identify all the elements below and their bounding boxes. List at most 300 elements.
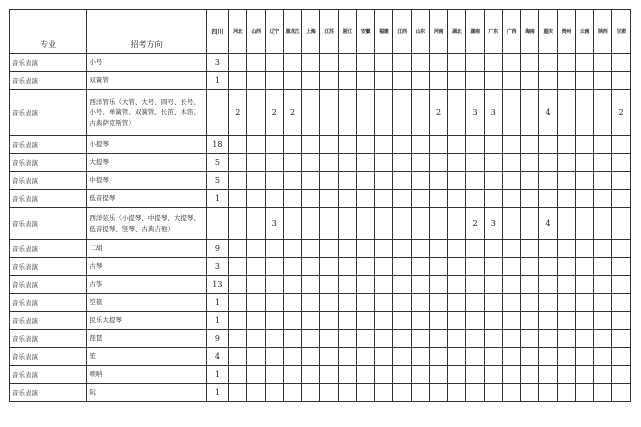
quota-cell [557,258,575,276]
quota-cell [466,348,484,366]
quota-cell [448,136,466,154]
quota-cell [206,90,229,136]
quota-cell [594,90,612,136]
quota-cell [557,294,575,312]
quota-cell [265,72,283,90]
quota-cell [411,90,429,136]
quota-cell [320,190,338,208]
direction-column-header: 招考方向 [87,10,206,54]
quota-cell [229,294,247,312]
major-cell: 音乐表演 [10,366,87,384]
quota-cell [466,172,484,190]
quota-cell [356,312,374,330]
table-row [10,90,631,136]
major-cell: 音乐表演 [10,54,87,72]
quota-cell [612,366,631,384]
table-row [10,208,631,240]
quota-cell [375,330,393,348]
quota-cell [302,366,320,384]
quota-cell: 1 [206,384,229,402]
quota-cell [466,190,484,208]
quota-cell [265,136,283,154]
quota-cell [612,154,631,172]
province-column-header: 海南 [521,10,539,54]
quota-cell [265,330,283,348]
quota-cell [411,54,429,72]
quota-cell [612,258,631,276]
quota-cell [393,72,411,90]
quota-cell [229,384,247,402]
quota-cell [229,54,247,72]
major-cell: 音乐表演 [10,312,87,330]
quota-cell [612,384,631,402]
quota-cell: 18 [206,136,229,154]
quota-cell [466,330,484,348]
quota-cell [302,54,320,72]
province-column-header: 江苏 [320,10,338,54]
quota-cell [411,348,429,366]
quota-cell [594,366,612,384]
table-row [10,190,631,208]
quota-cell: 3 [206,258,229,276]
quota-cell [320,90,338,136]
quota-cell [557,208,575,240]
quota-cell [265,154,283,172]
quota-cell [466,136,484,154]
major-cell: 音乐表演 [10,258,87,276]
quota-cell [393,208,411,240]
quota-cell [429,154,447,172]
quota-cell [612,136,631,154]
direction-cell: 西洋弦乐（小提琴、中提琴、大提琴、低音提琴、竖琴、古典吉他） [87,208,206,240]
quota-cell [539,312,557,330]
quota-cell [229,154,247,172]
quota-cell [320,172,338,190]
quota-cell [320,276,338,294]
quota-cell [265,384,283,402]
quota-cell [338,348,356,366]
quota-cell [539,330,557,348]
quota-cell [612,240,631,258]
quota-cell [502,72,520,90]
quota-cell: 4 [206,348,229,366]
quota-cell [521,366,539,384]
quota-cell [265,366,283,384]
province-column-header: 重庆 [539,10,557,54]
quota-cell: 1 [206,72,229,90]
direction-cell: 二胡 [87,240,206,258]
quota-cell [393,330,411,348]
quota-cell [612,330,631,348]
enrollment-table-sheet [9,9,631,402]
quota-cell [484,330,502,348]
quota-cell [265,172,283,190]
quota-cell [557,72,575,90]
table-row [10,136,631,154]
table-body [10,54,631,402]
province-column-header: 广西 [502,10,520,54]
quota-cell [375,312,393,330]
quota-cell [338,90,356,136]
table-row [10,72,631,90]
quota-cell [265,312,283,330]
quota-cell [575,172,593,190]
quota-cell [575,90,593,136]
quota-cell [484,240,502,258]
quota-cell [338,154,356,172]
quota-cell [302,190,320,208]
quota-cell [283,312,301,330]
quota-cell [229,276,247,294]
quota-cell: 4 [539,90,557,136]
quota-cell [539,172,557,190]
quota-cell [393,384,411,402]
quota-cell: 2 [429,90,447,136]
quota-cell [302,72,320,90]
quota-cell [411,208,429,240]
quota-cell [283,154,301,172]
quota-cell: 2 [229,90,247,136]
quota-cell [302,276,320,294]
quota-cell [393,258,411,276]
quota-cell: 1 [206,366,229,384]
table-row [10,294,631,312]
quota-cell [448,276,466,294]
quota-cell [375,384,393,402]
quota-cell [429,258,447,276]
quota-cell [594,384,612,402]
enrollment-table [9,9,631,402]
quota-cell [375,90,393,136]
quota-cell [448,330,466,348]
quota-cell [247,330,265,348]
quota-cell [302,172,320,190]
quota-cell [356,190,374,208]
quota-cell [206,208,229,240]
quota-cell [557,330,575,348]
quota-cell [502,294,520,312]
quota-cell [466,258,484,276]
major-cell: 音乐表演 [10,190,87,208]
quota-cell [502,258,520,276]
quota-cell [283,136,301,154]
quota-cell [539,154,557,172]
quota-cell [612,172,631,190]
quota-cell [393,294,411,312]
quota-cell [229,72,247,90]
quota-cell [393,136,411,154]
quota-cell [594,54,612,72]
quota-cell [247,136,265,154]
quota-cell [411,154,429,172]
quota-cell [411,172,429,190]
quota-cell [557,172,575,190]
quota-cell [521,276,539,294]
quota-cell [229,240,247,258]
major-cell: 音乐表演 [10,72,87,90]
quota-cell [320,136,338,154]
quota-cell [429,172,447,190]
direction-cell: 小提琴 [87,136,206,154]
quota-cell [429,72,447,90]
quota-cell [484,348,502,366]
quota-cell [575,312,593,330]
quota-cell [375,208,393,240]
quota-cell [484,312,502,330]
quota-cell [283,190,301,208]
quota-cell [539,348,557,366]
major-cell: 音乐表演 [10,276,87,294]
major-cell: 音乐表演 [10,348,87,366]
quota-cell [265,276,283,294]
quota-cell [338,136,356,154]
quota-cell [466,72,484,90]
quota-cell [594,190,612,208]
quota-cell [484,72,502,90]
quota-cell: 5 [206,172,229,190]
quota-cell [338,72,356,90]
province-column-header: 湖南 [466,10,484,54]
quota-cell [375,294,393,312]
quota-cell [429,276,447,294]
quota-cell [575,348,593,366]
quota-cell [247,172,265,190]
quota-cell [502,154,520,172]
quota-cell [466,240,484,258]
quota-cell [429,384,447,402]
quota-cell [247,240,265,258]
quota-cell [320,384,338,402]
quota-cell [502,384,520,402]
quota-cell [539,276,557,294]
quota-cell [429,190,447,208]
quota-cell [320,366,338,384]
quota-cell [521,330,539,348]
quota-cell [375,54,393,72]
quota-cell [502,348,520,366]
quota-cell [429,330,447,348]
quota-cell [265,190,283,208]
quota-cell [393,276,411,294]
quota-cell [539,384,557,402]
quota-cell [466,54,484,72]
quota-cell [502,240,520,258]
quota-cell [502,190,520,208]
quota-cell [302,208,320,240]
quota-cell [466,312,484,330]
quota-cell [575,330,593,348]
quota-cell [338,258,356,276]
quota-cell [356,348,374,366]
quota-cell [448,240,466,258]
province-column-header: 湖北 [448,10,466,54]
quota-cell [557,312,575,330]
quota-cell [448,294,466,312]
direction-cell: 小号 [87,54,206,72]
quota-cell [229,366,247,384]
quota-cell [356,366,374,384]
quota-cell [484,384,502,402]
major-cell: 音乐表演 [10,172,87,190]
quota-cell [429,136,447,154]
province-column-header: 山西 [247,10,265,54]
quota-cell [338,330,356,348]
quota-cell [393,154,411,172]
quota-cell [302,348,320,366]
quota-cell [229,348,247,366]
quota-cell [484,190,502,208]
quota-cell [356,258,374,276]
quota-cell [338,276,356,294]
quota-cell [229,136,247,154]
quota-cell [612,208,631,240]
quota-cell [375,240,393,258]
quota-cell [247,208,265,240]
quota-cell [448,384,466,402]
quota-cell [484,172,502,190]
quota-cell [375,154,393,172]
province-column-header: 贵州 [557,10,575,54]
quota-cell [575,366,593,384]
quota-cell [338,172,356,190]
quota-cell [557,190,575,208]
quota-cell [283,258,301,276]
quota-cell [484,136,502,154]
quota-cell [247,276,265,294]
quota-cell [247,90,265,136]
quota-cell: 3 [484,208,502,240]
quota-cell [356,154,374,172]
quota-cell [375,276,393,294]
quota-cell [283,72,301,90]
quota-cell [484,154,502,172]
quota-cell [484,294,502,312]
quota-cell [429,312,447,330]
quota-cell [338,240,356,258]
major-cell: 音乐表演 [10,90,87,136]
table-row [10,154,631,172]
quota-cell [594,312,612,330]
province-column-header: 河北 [229,10,247,54]
quota-cell [612,312,631,330]
quota-cell [265,240,283,258]
quota-cell [375,72,393,90]
quota-cell [338,366,356,384]
quota-cell [484,54,502,72]
quota-cell [411,240,429,258]
quota-cell [429,294,447,312]
quota-cell [375,190,393,208]
quota-cell [247,190,265,208]
quota-cell [521,312,539,330]
quota-cell [466,154,484,172]
quota-cell [466,366,484,384]
quota-cell [521,258,539,276]
quota-cell [539,366,557,384]
quota-cell [521,136,539,154]
province-column-header: 山东 [411,10,429,54]
major-cell: 音乐表演 [10,384,87,402]
quota-cell [466,276,484,294]
major-cell: 音乐表演 [10,136,87,154]
province-column-header: 广东 [484,10,502,54]
province-column-header: 福建 [375,10,393,54]
quota-cell [594,294,612,312]
province-column-header: 云南 [575,10,593,54]
quota-cell: 2 [612,90,631,136]
province-column-header: 浙江 [338,10,356,54]
quota-cell [283,240,301,258]
quota-cell [594,72,612,90]
quota-cell [356,240,374,258]
quota-cell [594,208,612,240]
quota-cell [320,154,338,172]
quota-cell [356,294,374,312]
quota-cell [283,172,301,190]
quota-cell [557,54,575,72]
quota-cell [411,72,429,90]
quota-cell [393,172,411,190]
quota-cell [229,330,247,348]
quota-cell [502,54,520,72]
major-cell: 音乐表演 [10,208,87,240]
quota-cell [594,330,612,348]
quota-cell [338,384,356,402]
table-row [10,384,631,402]
quota-cell [411,312,429,330]
quota-cell [302,136,320,154]
quota-cell [411,276,429,294]
table-row [10,276,631,294]
quota-cell [575,208,593,240]
quota-cell: 2 [466,208,484,240]
direction-cell: 低音提琴 [87,190,206,208]
quota-cell [320,208,338,240]
quota-cell [612,294,631,312]
quota-cell [247,294,265,312]
quota-cell [575,276,593,294]
quota-cell [283,54,301,72]
quota-cell [502,330,520,348]
quota-cell [229,258,247,276]
quota-cell [575,136,593,154]
quota-cell: 5 [206,154,229,172]
quota-cell [521,172,539,190]
quota-cell [594,276,612,294]
quota-cell [521,294,539,312]
quota-cell [229,208,247,240]
quota-cell [229,190,247,208]
quota-cell [320,72,338,90]
quota-cell: 3 [484,90,502,136]
major-column-header: 专业 [10,10,87,54]
quota-cell [356,276,374,294]
quota-cell [429,366,447,384]
quota-cell: 2 [283,90,301,136]
province-column-header: 陕西 [594,10,612,54]
quota-cell [502,276,520,294]
quota-cell: 4 [539,208,557,240]
quota-cell [283,276,301,294]
quota-cell [302,384,320,402]
quota-cell [575,384,593,402]
quota-cell [612,276,631,294]
quota-cell [448,208,466,240]
quota-cell [411,366,429,384]
quota-cell [429,240,447,258]
quota-cell [575,294,593,312]
quota-cell [393,312,411,330]
